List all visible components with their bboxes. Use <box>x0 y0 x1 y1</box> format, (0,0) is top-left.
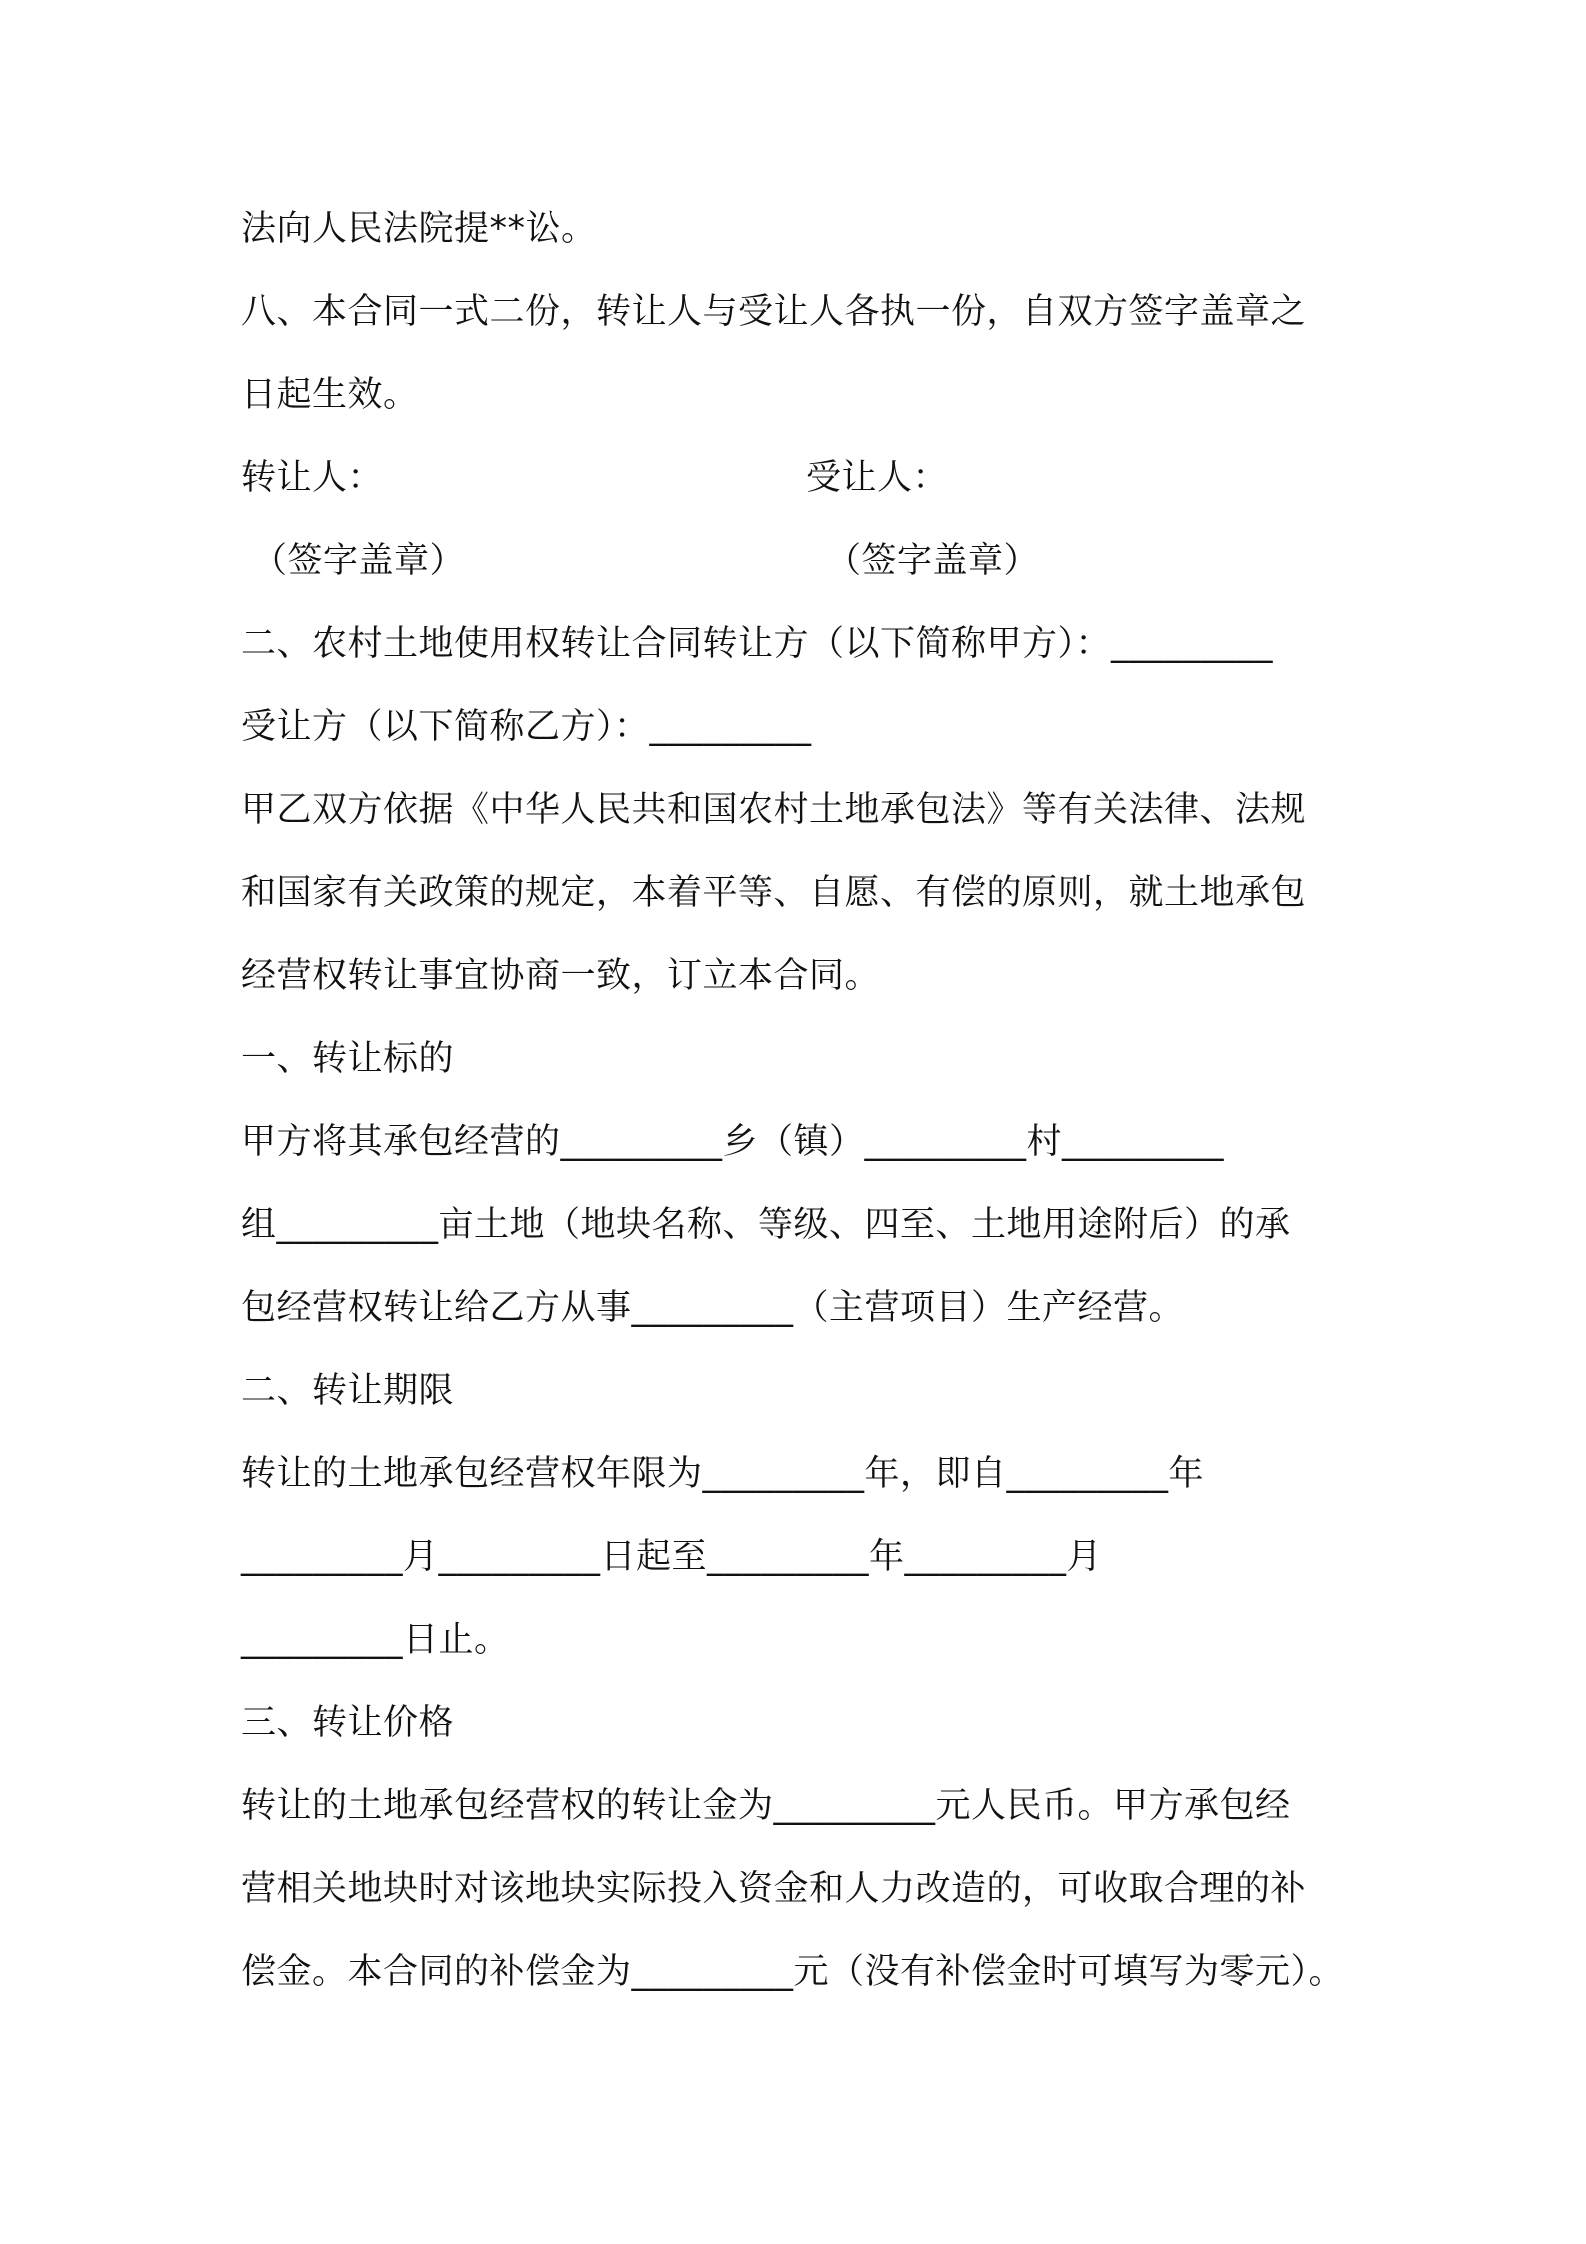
text-line: 偿金。本合同的补偿金为_________元（没有补偿金时可填写为零元）。 <box>241 1952 1345 1992</box>
text-line: 日起生效。 <box>241 375 419 415</box>
text-line: _________日止。 <box>241 1620 510 1660</box>
section-heading: 一、转让标的 <box>241 1039 455 1079</box>
text-line: 转让的土地承包经营权的转让金为_________元人民币。甲方承包经 <box>241 1786 1291 1826</box>
text-line: 甲方将其承包经营的_________乡（镇）_________村_________ <box>241 1122 1225 1162</box>
text-line: _________月_________日起至_________年_________月 <box>241 1537 1103 1577</box>
text-line: 包经营权转让给乙方从事_________（主营项目）生产经营。 <box>241 1288 1185 1328</box>
text-line: 甲乙双方依据《中华人民共和国农村土地承包法》等有关法律、法规 <box>241 790 1307 830</box>
text-line: 和国家有关政策的规定，本着平等、自愿、有偿的原则，就土地承包 <box>241 873 1307 913</box>
text-line: 营相关地块时对该地块实际投入资金和人力改造的，可收取合理的补 <box>241 1869 1307 1909</box>
section-heading: 二、转让期限 <box>241 1371 455 1411</box>
transferee-label: 受让人： <box>806 458 949 498</box>
transferor-label: 转让人： <box>241 458 384 498</box>
section-heading: 三、转让价格 <box>241 1703 455 1743</box>
text-line: 组_________亩土地（地块名称、等级、四至、土地用途附后）的承 <box>241 1205 1291 1245</box>
section-heading: 二、农村土地使用权转让合同转让方（以下简称甲方）：_________ <box>241 624 1274 664</box>
text-line: 转让的土地承包经营权年限为_________年，即自_________年 <box>241 1454 1205 1494</box>
text-line: 受让方（以下简称乙方）：_________ <box>241 707 812 747</box>
text-line: 八、本合同一式二份，转让人与受让人各执一份，自双方签字盖章之 <box>241 292 1307 332</box>
transferor-seal: （签字盖章） <box>252 541 466 581</box>
text-line: 经营权转让事宜协商一致，订立本合同。 <box>241 956 881 996</box>
text-line: 法向人民法院提**讼。 <box>241 209 597 249</box>
transferee-seal: （签字盖章） <box>826 541 1040 581</box>
